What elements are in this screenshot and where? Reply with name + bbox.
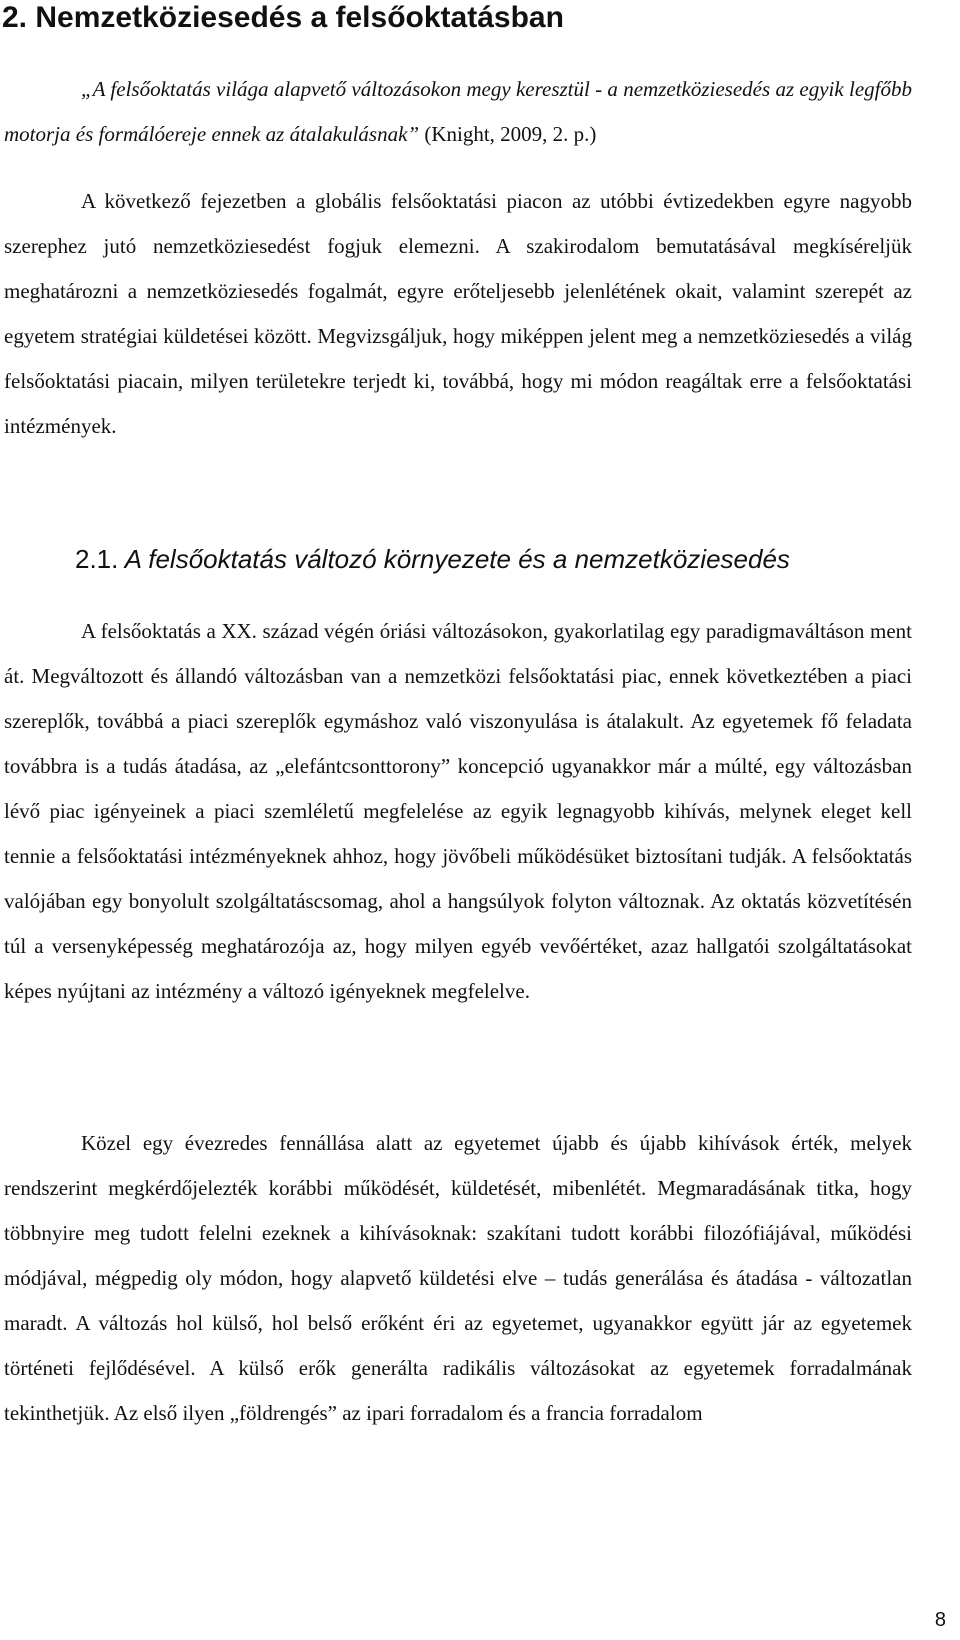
- epigraph-quote: [4, 67, 912, 157]
- quote-citation: (Knight, 2009, 2. p.): [419, 122, 597, 146]
- quote-text: „A felsőoktatás világa alapvető változásokon megy keresztül - a nemzetköziesedés az egyik legfőbb motorja és formálóereje ennek az átalakulásnak”: [4, 77, 912, 146]
- paragraph-1: A felsőoktatás a XX. század végén óriási változásokon, gyakorlatilag egy paradigmaváltáson ment át. Megváltozott és állandó változásban van a nemzetközi felsőoktatási piac, ennek következtében a piaci szereplők, továbbá a piaci szereplők egymáshoz való viszonyulása is átalakult. Az egyetemek fő feladata továbbra is a tudás átadása, az „elefántcsonttorony” koncepció ugyanakkor már a múlté, egy változásban lévő piac igényeinek a piaci szemléletű megfelelése az egyik legnagyobb kihívás, melynek eleget kell tennie a felsőoktatási intézményeknek ahhoz, hogy jövőbeli működésüket biztosítani tudják. A felsőoktatás valójában egy bonyolult szolgáltatáscsomag, ahol a hangsúlyok folyton változnak. Az oktatás közvetítésén túl a versenyképesség meghatározója az, hogy milyen egyéb vevőértéket, azaz hallgatói szolgáltatásokat képes nyújtani az intézmény a változó igényeknek megfelelve.: [4, 619, 912, 1003]
- section-number: 2.1.: [75, 544, 119, 574]
- section-heading: [75, 541, 790, 577]
- page-number: 8: [934, 1609, 946, 1631]
- chapter-title: 2. Nemzetköziesedés a felsőoktatásban: [2, 1, 564, 34]
- paragraph-2: Közel egy évezredes fennállása alatt az egyetemet újabb és újabb kihívások érték, melyek rendszerint megkérdőjelezték korábbi működését, küldetését, mibenlétét. Megmaradásának titka, hogy többnyire meg tudott felelni ezeknek a kihívásoknak: szakítani tudott korábbi filozófiájával, működési módjával, mégpedig oly módon, hogy alapvető küldetési elve – tudás generálása és átadása - változatlan maradt. A változás hol külső, hol belső erőként éri az egyetemet, ugyanakkor együtt jár az egyetemek történeti fejlődésével. A külső erők generálta radikális változásokat az egyetemek forradalmának tekinthetjük. Az első ilyen „földrengés” az ipari forradalom és a francia forradalom: [4, 1131, 912, 1425]
- intro-paragraph: A következő fejezetben a globális felsőoktatási piacon az utóbbi évtizedekben egyre nagyobb szerephez jutó nemzetköziesedést fogjuk elemezni. A szakirodalom bemutatásával megkíséreljük meghatározni a nemzetköziesedés fogalmát, egyre erőteljesebb jelenlétének okait, valamint szerepét az egyetem stratégiai küldetései között. Megvizsgáljuk, hogy miképpen jelent meg a nemzetköziesedés a világ felsőoktatási piacain, milyen területekre terjedt ki, továbbá, hogy mi módon reagáltak erre a felsőoktatási intézmények.: [4, 189, 912, 438]
- section-title: A felsőoktatás változó környezete és a nemzetköziesedés: [118, 544, 790, 574]
